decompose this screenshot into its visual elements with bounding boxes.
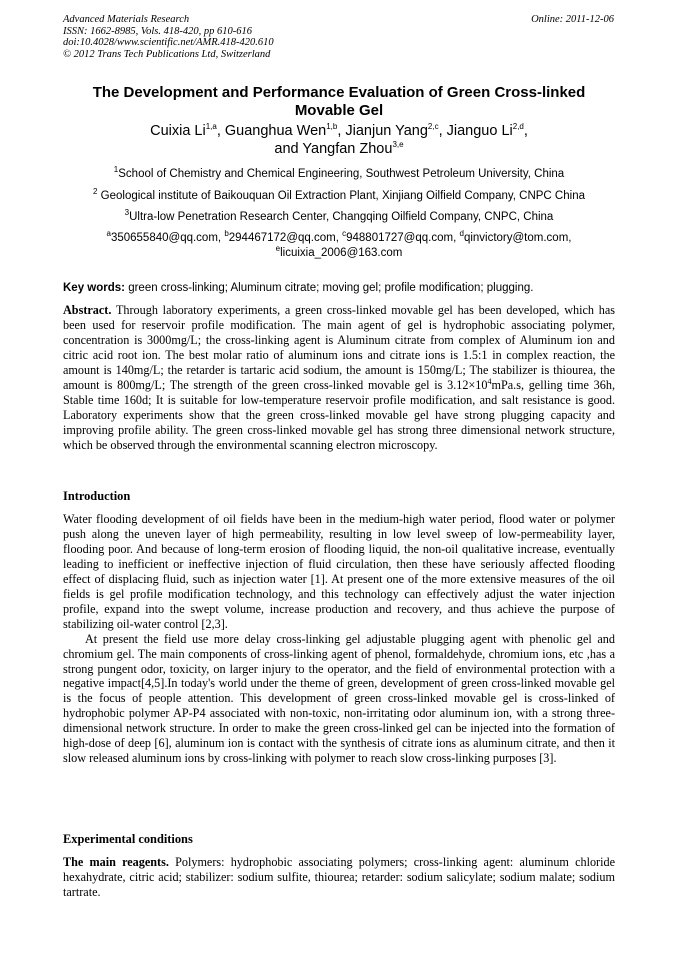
email-sup: b (224, 229, 229, 239)
abstract-exponent: 4 (487, 376, 492, 386)
email-link[interactable]: qinvictory@tom.com, (463, 232, 572, 244)
author-sup: 1,a (205, 122, 217, 132)
doi-line: doi:10.4028/www.scientific.net/AMR.418-420.610 (63, 37, 274, 49)
affiliation-1 (63, 167, 615, 182)
author-name: Cuixia Li (150, 123, 206, 139)
affiliation-text: Ultra-low Penetration Research Center, Changqing Oilfield Company, CNPC, China (129, 211, 554, 223)
email-sup: e (275, 243, 281, 253)
affiliation-2 (63, 189, 615, 204)
affiliation-text: School of Chemistry and Chemical Engineering, Southwest Petroleum University, China (118, 168, 565, 180)
keywords (63, 281, 615, 295)
intro-paragraph-1: Water flooding development of oil fields have been in the medium-high water period, flood water or polymer push along the uneven layer of high permeability, resulting in low level sweep of low-permeability layer, flooding poor. And because of long-term erosion of flooding liquid, the non-oil qualitative increase, eventually leading to inefficient or ineffective injection of fluid circulation, then these have seriously affected flooding effect of displacing fluid, such as injection water [1]. At present one of the more extensive measures of the oil fields is gel profile modification technology, and this technology can effectively adjust the water injection profile, expand into the swept volume, increase production and recovery, and thus achieve the purpose of stabilizing oil-water control [2,3]. (63, 512, 615, 631)
abstract-text-cont: mPa.s, gelling time 36h, Stable time 160d; It is suitable for low-temperature reservoir profile modification, and salt resistance is good. Laboratory experiments show that the green cross-linked movable gel have strong plugging capacity and improving profile ability. The green cross-linked movable gel has strong three dimensional network structure, which be observed through the environmental scanning electron microscopy. (63, 377, 615, 452)
author-sup: 1,b (326, 122, 338, 132)
email-link[interactable]: 294467172@qq.com, (228, 232, 339, 244)
issn-line: ISSN: 1662-8985, Vols. 418-420, pp 610-616 (63, 25, 252, 37)
reagents-label: The main reagents. (63, 855, 169, 869)
keywords-label: Key words: (63, 282, 125, 294)
copyright-line: © 2012 Trans Tech Publications Ltd, Switzerland (63, 48, 271, 60)
reagents-text: Polymers: hydrophobic associating polymers; cross-linking agent: aluminum chloride hexahydrate, citric acid; stabilizer: sodium sulfite, thiourea; retarder: sodium salicylate; sodium malate; sodium tartrate. (63, 855, 616, 899)
affiliation-sup: 2 (93, 187, 98, 197)
email-sup: d (459, 229, 464, 239)
affiliation-sup: 1 (113, 165, 119, 175)
affiliation-3 (63, 210, 615, 225)
paper-title: The Development and Performance Evaluation of Green Cross-linked Movable Gel (92, 84, 586, 119)
abstract-text: Through laboratory experiments, a green cross-linked movable gel has been developed, which has been used for reservoir profile modification. The main agent of gel is hydrophobic associating polymer, concentration is 3000mg/L; the cross-linking agent is Aluminum citrate from complex of Aluminum ion and citric acid root ion. The best molar ratio of aluminum ions and citrate ions is 1.5:1 in complex reaction, the amount is 140mg/L; the retarder is tartaric acid sodium, the amount is 150mg/L; The stabilizer is thiourea, the amount is 800mg/L; The strength of the green cross-linked movable gel is 3.12×10 (63, 303, 616, 392)
author-name: Yangfan Zhou (302, 141, 393, 157)
experimental-heading: Experimental conditions (63, 832, 193, 846)
author-name: Guanghua Wen (224, 123, 327, 139)
email-list (63, 231, 615, 260)
experimental-body (63, 855, 615, 900)
abstract-label: Abstract. (63, 303, 112, 317)
introduction-body (63, 512, 615, 766)
author-sup: 3,e (392, 140, 404, 150)
author-name: Jianjun Yang (345, 123, 428, 139)
journal-name: Advanced Materials Research (63, 14, 190, 25)
intro-paragraph-2: At present the field use more delay cross-linking gel adjustable plugging agent with phenolic gel and chromium gel. The main components of cross-linking agent of phenol, formaldehyde, chromium ions, etc ,has a strong pungent odor, toxicity, on larger injury to the operator, and the field of environmental protection with a negative impact[4,5].In today's world under the theme of green, development of green cross-linked movable gel is the focus of people attention. This development of green cross-linked movable gel is cross-linked of hydrophobic polymer AP-P4 associated with non-toxic, non-irritating odor aluminum ion, with a strong three-dimensional network structure. In order to make the green cross-linked gel can be injected into the formation of high-dose of deep [6], aluminum ion is contact with the synthesis of citrate ions as aluminum citrate, and then it slow released aluminum ions by cross-linking with polymer to reach slow cross-linking purposes [3]. (63, 631, 615, 766)
online-date: Online: 2011-12-06 (531, 14, 614, 25)
email-link[interactable]: 350655840@qq.com, (110, 232, 222, 244)
introduction-heading: Introduction (63, 489, 131, 503)
journal-header (63, 14, 274, 60)
keywords-text: green cross-linking; Aluminum citrate; moving gel; profile modification; plugging. (128, 282, 534, 294)
author-list: Cuixia Li$^{1,a}$, Guanghua Wen$^{1,b}$, Jianjun Yang$^{2,c}$, Jianguo Li$^{2,d}$, and Yangfan Zhou$^{3,e}$ (150, 122, 528, 157)
author-name: Jianguo Li (446, 123, 513, 139)
author-conjunction: and (274, 141, 299, 157)
affiliation-sup: 3 (124, 208, 130, 218)
author-sup: 2,d (512, 122, 524, 132)
abstract (63, 303, 615, 453)
email-sup: c (342, 229, 347, 239)
email-link[interactable]: licuixia_2006@163.com (280, 246, 403, 259)
email-link[interactable]: 948801727@qq.com, (346, 232, 457, 244)
email-sup: a (106, 229, 111, 239)
author-sup: 2,c (427, 122, 439, 132)
affiliation-text: Geological institute of Baikouquan Oil Extraction Plant, Xinjiang Oilfield Company, CNPC China (100, 190, 585, 202)
